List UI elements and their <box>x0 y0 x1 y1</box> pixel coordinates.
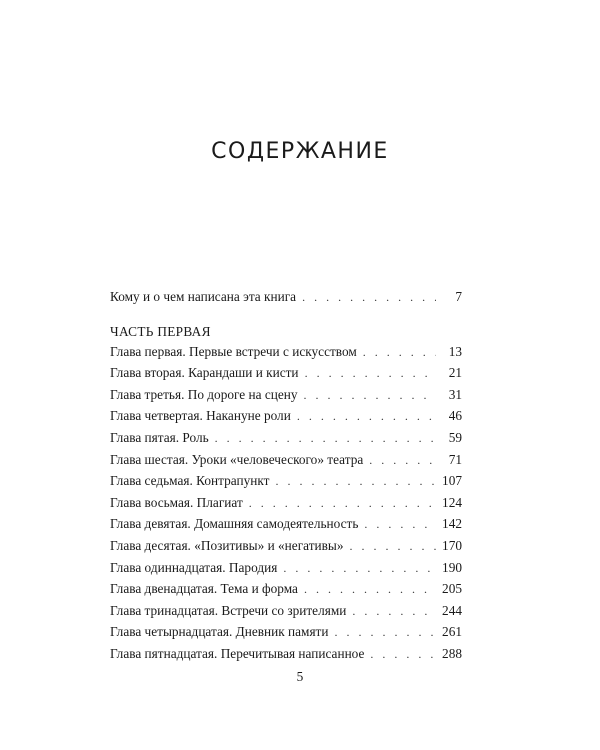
toc-entry-label: Глава двенадцатая. Тема и форма <box>110 581 298 597</box>
toc-entry-page: 21 <box>448 365 462 381</box>
dot-leader <box>352 604 436 619</box>
toc-entry-page: 205 <box>442 581 462 597</box>
toc-entry-label: Глава четвертая. Накануне роли <box>110 408 291 424</box>
dot-leader <box>304 582 436 597</box>
toc-entry-label: Глава третья. По дороге на сцену <box>110 386 298 402</box>
dot-leader <box>370 647 436 662</box>
toc-entry-page: 107 <box>442 473 462 489</box>
dot-leader <box>369 453 436 468</box>
toc-entry-page: 31 <box>448 386 462 402</box>
toc-entry-page: 142 <box>442 516 462 532</box>
toc-entry-page: 7 <box>455 289 462 304</box>
part-heading: ЧАСТЬ ПЕРВАЯ <box>110 323 211 339</box>
toc-entry <box>110 430 462 452</box>
dot-leader <box>215 431 436 446</box>
dot-leader <box>275 474 436 489</box>
toc-entry-page: 13 <box>448 343 462 359</box>
toc-entry-page: 261 <box>442 624 462 640</box>
toc-entry <box>110 365 462 387</box>
toc-entry <box>110 581 462 603</box>
dot-leader <box>302 290 436 305</box>
toc-entry <box>110 603 462 625</box>
toc-entry <box>110 538 462 560</box>
dot-leader <box>363 345 436 360</box>
toc-entry-label: Кому и о чем написана эта книга <box>110 289 297 304</box>
toc-entry <box>110 560 462 582</box>
toc-entry-label: Глава девятая. Домашняя самодеятельность <box>110 516 359 532</box>
toc-entry-label: Глава пятая. Роль <box>110 429 209 445</box>
toc-entry-label: Глава одиннадцатая. Пародия <box>110 559 278 575</box>
dot-leader <box>304 388 436 403</box>
dot-leader <box>364 517 436 532</box>
toc-entry-label: Глава шестая. Уроки «человеческого» театра <box>110 451 364 467</box>
toc-entry-label: Глава восьмая. Плагиат <box>110 494 243 510</box>
dot-leader <box>350 539 437 554</box>
toc-entry-label: Глава пятнадцатая. Перечитывая написанное <box>110 645 365 661</box>
toc-entry-page: 244 <box>442 602 462 618</box>
toc-entry-label: Глава тринадцатая. Встречи со зрителями <box>110 602 347 618</box>
toc-entry-page: 71 <box>448 451 462 467</box>
toc-entry-label: Глава вторая. Карандаши и кисти <box>110 365 299 381</box>
toc-entry <box>110 495 462 517</box>
chapter-list <box>110 344 462 668</box>
toc-entry-page: 190 <box>442 559 462 575</box>
dot-leader <box>335 625 437 640</box>
toc-entry-page: 46 <box>448 408 462 424</box>
toc-entry <box>110 387 462 409</box>
toc-entry <box>110 408 462 430</box>
page-number: 5 <box>296 669 304 684</box>
toc-entry-page: 288 <box>442 645 462 661</box>
toc-entry-page: 170 <box>442 537 462 553</box>
toc-entry-label: Глава первая. Первые встречи с искусством <box>110 343 357 359</box>
toc-entry <box>110 646 462 668</box>
toc-entry-page: 124 <box>442 494 462 510</box>
toc-entry <box>110 473 462 495</box>
toc-entry <box>110 452 462 474</box>
toc-entry <box>110 624 462 646</box>
toc-entry-intro <box>110 289 462 311</box>
toc-entry-page: 59 <box>448 429 462 445</box>
toc-entry-label: Глава четырнадцатая. Дневник памяти <box>110 624 329 640</box>
dot-leader <box>249 496 436 511</box>
toc-entry-label: Глава седьмая. Контрапункт <box>110 473 270 489</box>
dot-leader <box>305 366 436 381</box>
toc-entry <box>110 344 462 366</box>
toc-entry <box>110 516 462 538</box>
dot-leader <box>297 409 436 424</box>
page-title: СОДЕРЖАНИЕ <box>211 139 389 164</box>
table-of-contents <box>110 289 462 668</box>
dot-leader <box>283 561 436 576</box>
toc-entry-label: Глава десятая. «Позитивы» и «негативы» <box>110 537 344 553</box>
